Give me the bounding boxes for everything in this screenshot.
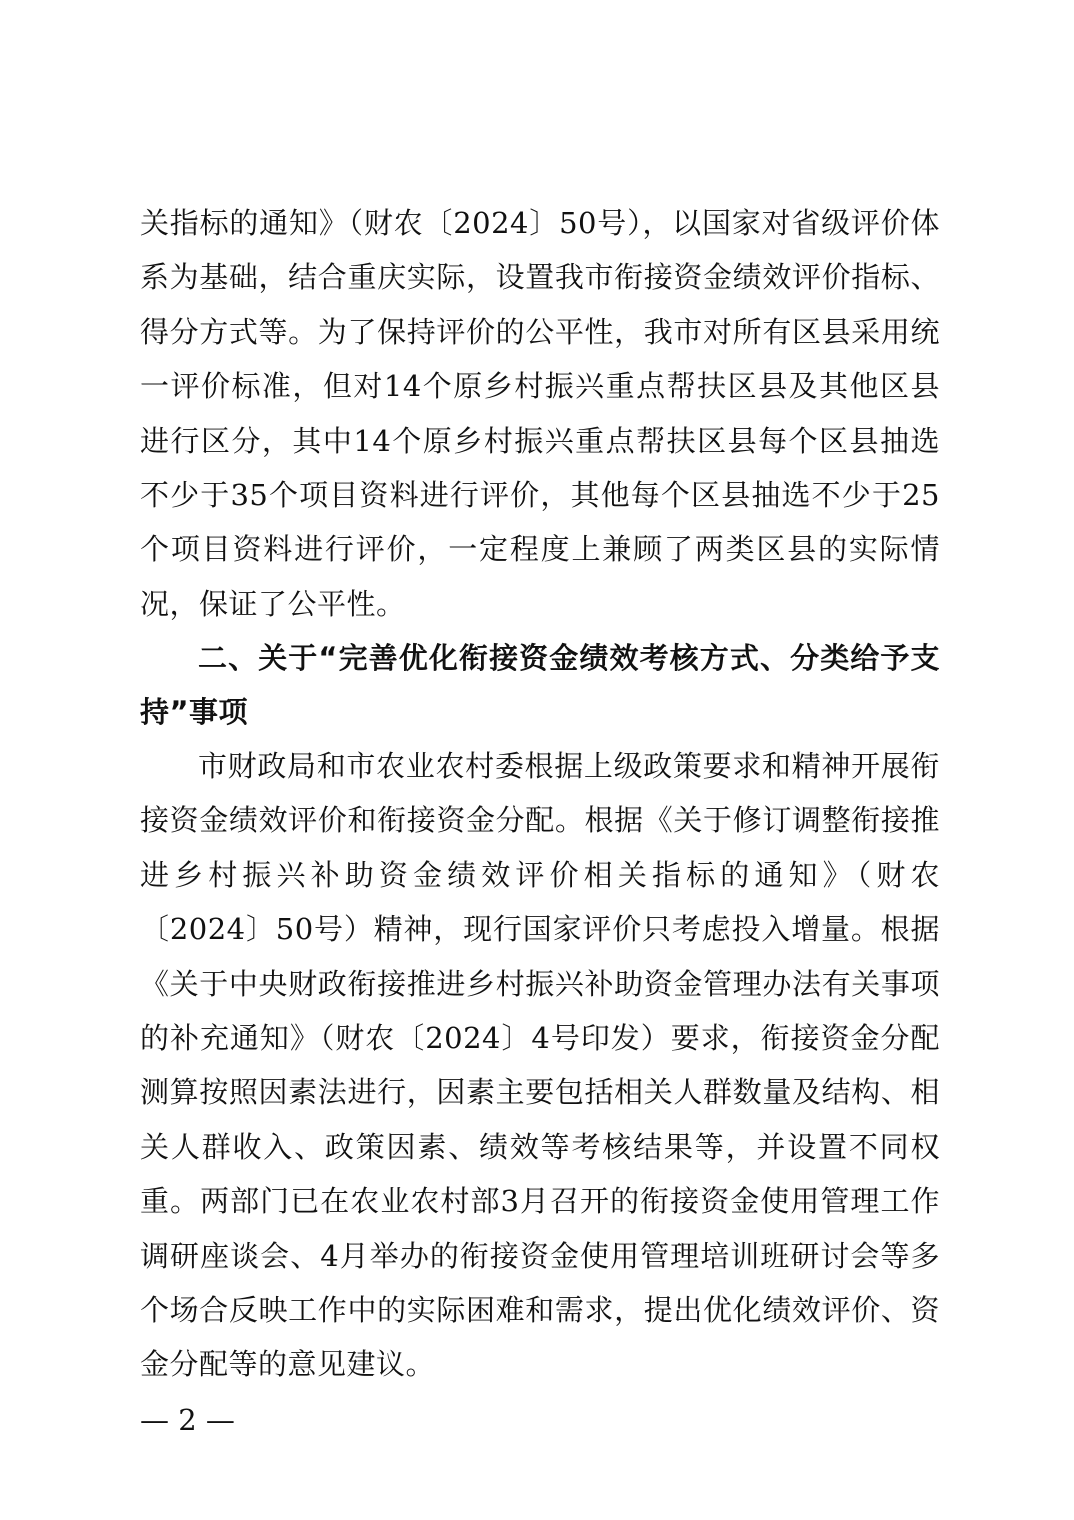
body-paragraph-2: 市财政局和市农业农村委根据上级政策要求和精神开展衔接资金绩效评价和衔接资金分配。根据《关于修订调整衔接推进乡村振兴补助资金绩效评价相关指标的通知》（财农〔2024〕50号）精神，现行国家评价只考虑投入增量。根据《关于中央财政衔接推进乡村振兴补助资金管理办法有关事项的补充通知》（财农〔2024〕4号印发）要求，衔接资金分配测算按照因素法进行，因素主要包括相关人群数量及结构、相关人群收入、政策因素、绩效等考核结果等，并设置不同权重。两部门已在农业农村部3月召开的衔接资金使用管理工作调研座谈会、4月举办的衔接资金使用管理培训班研讨会等多个场合反映工作中的实际困难和需求，提出优化绩效评价、资金分配等的意见建议。 xyxy=(140,749,940,1382)
page-number: — 2 — xyxy=(140,1403,235,1437)
section-heading: 二、关于“完善优化衔接资金绩效考核方式、分类给予支持”事项 xyxy=(140,641,940,730)
body-paragraph-1: 关指标的通知》（财农〔2024〕50号），以国家对省级评价体系为基础，结合重庆实际，设置我市衔接资金绩效评价指标、得分方式等。为了保持评价的公平性，我市对所有区县采用统一评价标准，但对14个原乡村振兴重点帮扶区县及其他区县进行区分，其中14个原乡村振兴重点帮扶区县每个区县抽选不少于35个项目资料进行评价，其他每个区县抽选不少于25个项目资料进行评价，一定程度上兼顾了两类区县的实际情况，保证了公平性。 xyxy=(140,206,940,621)
